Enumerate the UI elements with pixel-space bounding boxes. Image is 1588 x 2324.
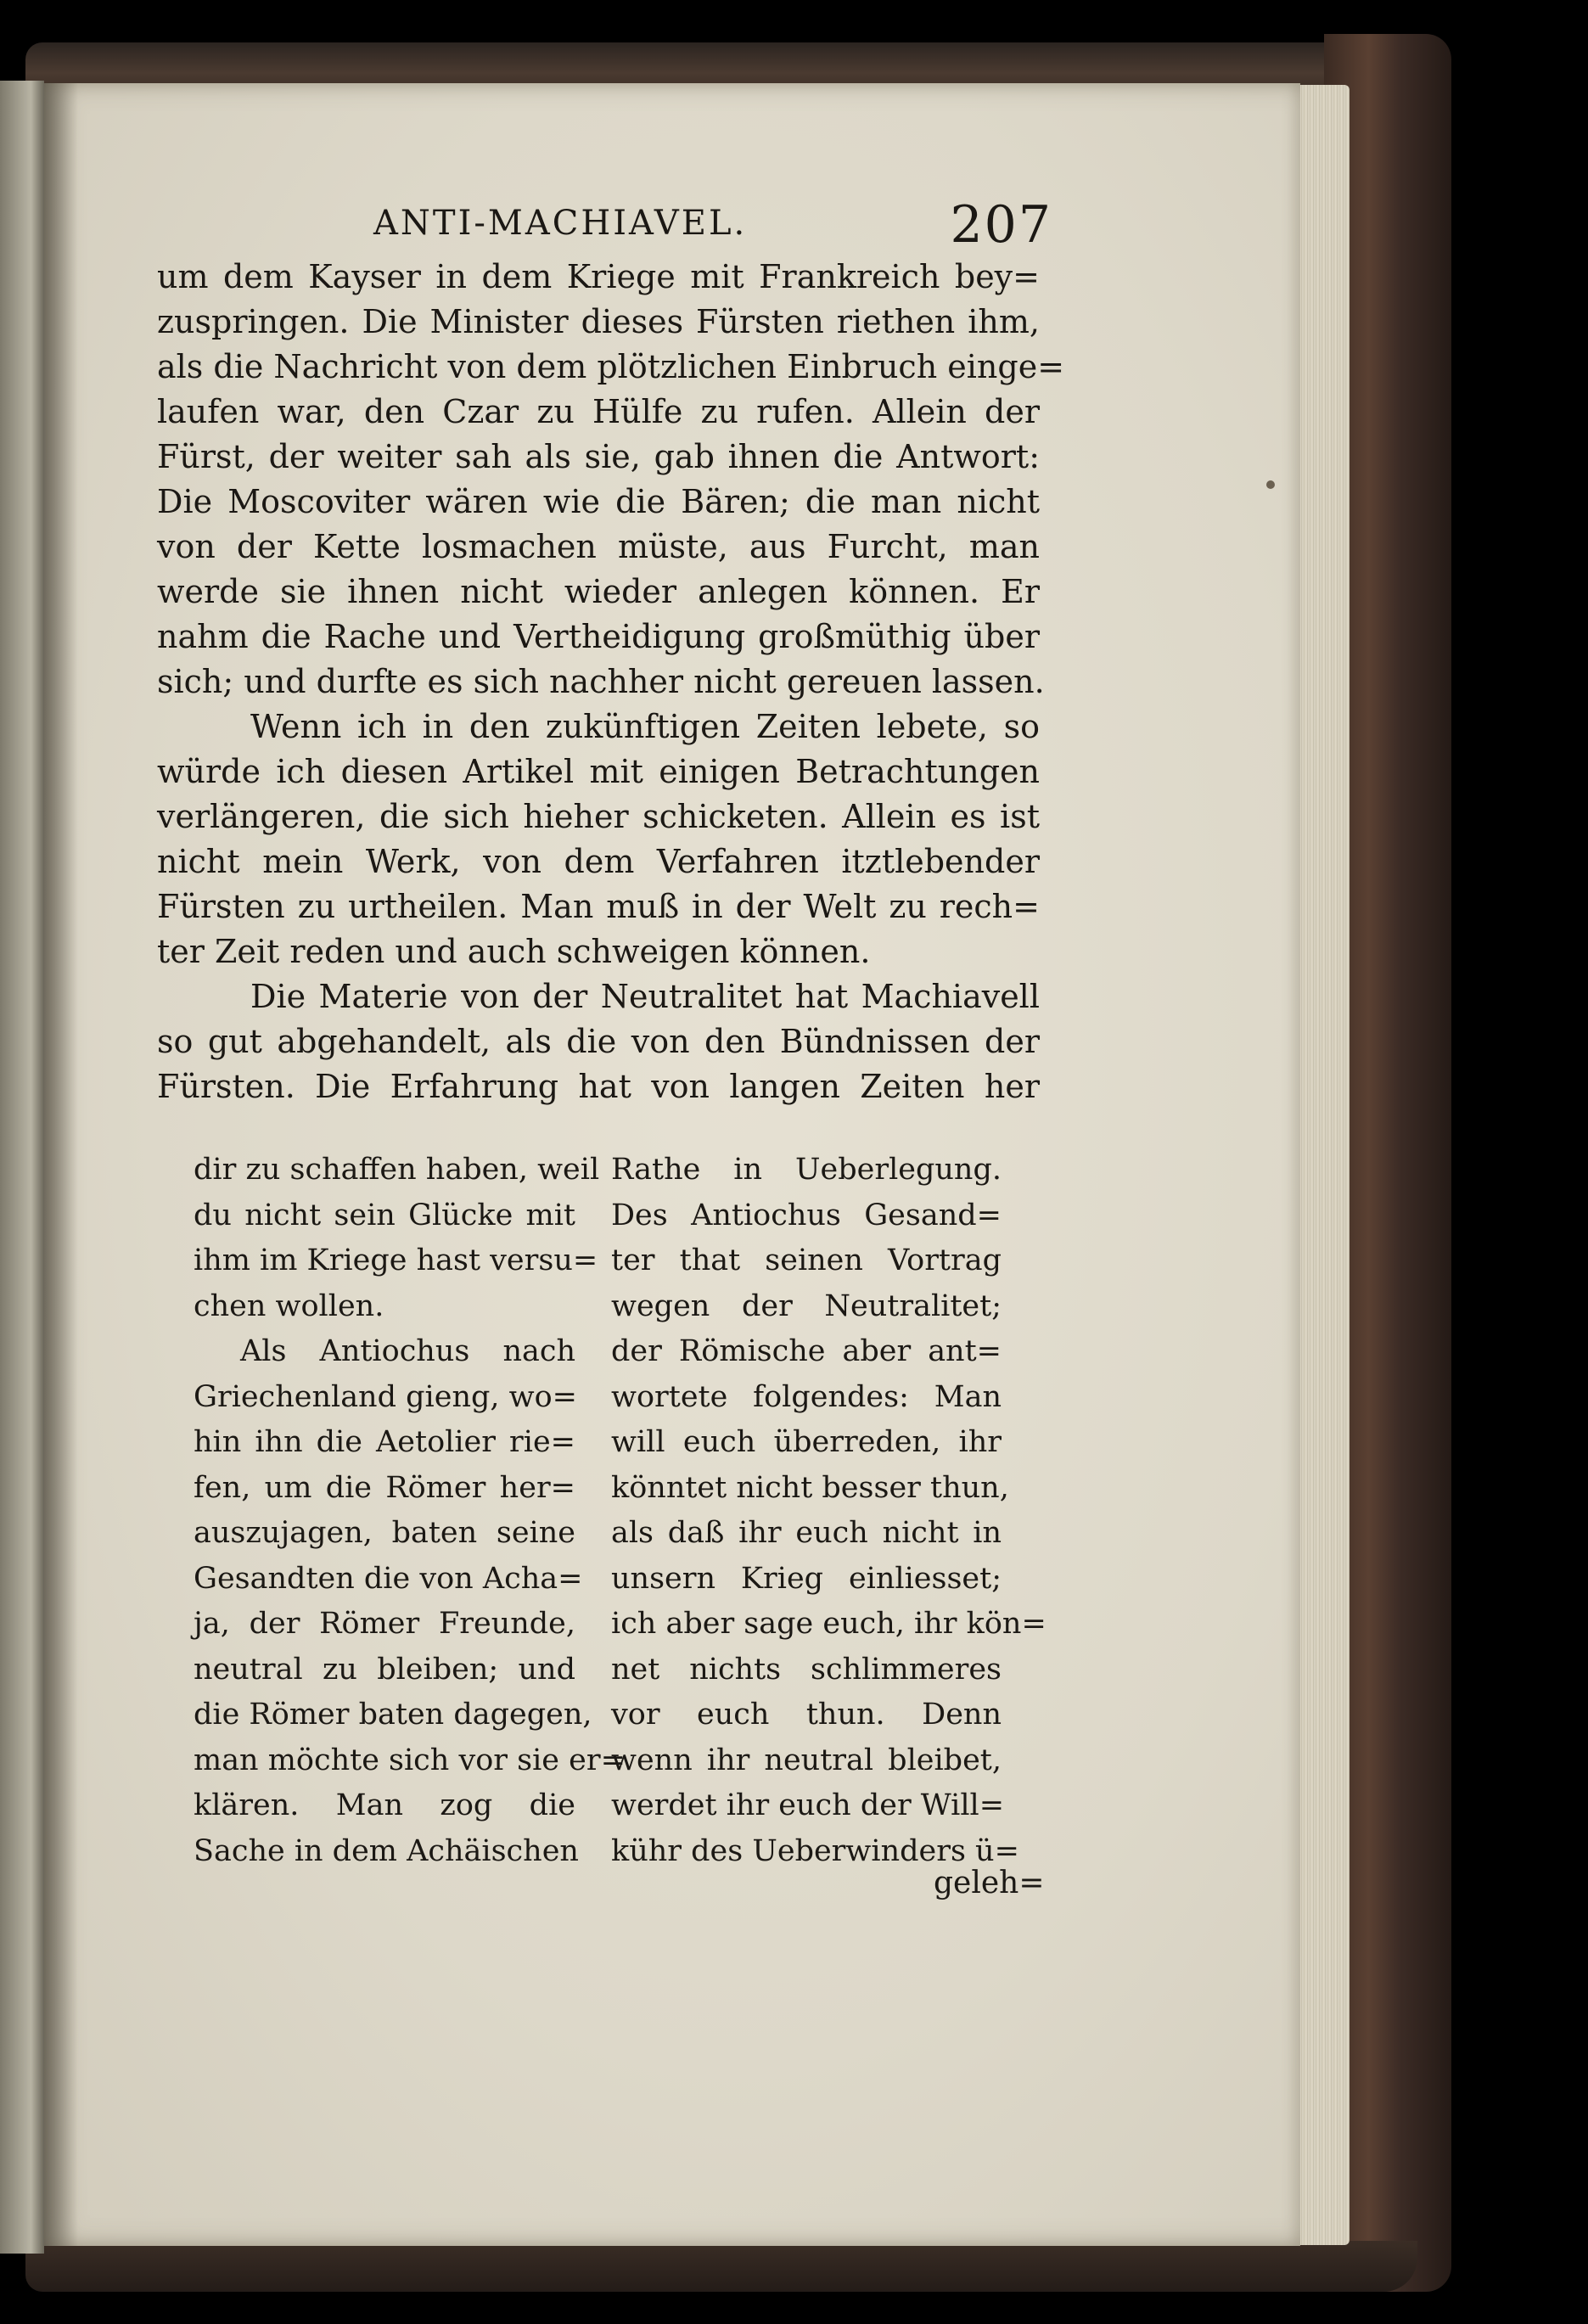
footnote-line: Rathe in Ueberlegung. <box>611 1153 1002 1187</box>
footnote-line: man möchte sich vor sie er= <box>194 1743 626 1777</box>
text-line: Wenn ich in den zukünftigen Zeiten lebete, so <box>250 708 1040 745</box>
footnote-line: neutral zu bleiben; und <box>194 1652 575 1687</box>
running-header: ANTI-MACHIAVEL. <box>373 204 748 243</box>
footnote-line: unsern Krieg einliesset; <box>611 1561 1002 1596</box>
footnote-line: der Römische aber ant= <box>611 1334 1002 1368</box>
text-line: um dem Kayser in dem Kriege mit Frankreich bey= <box>157 258 1040 295</box>
footnote-line: Sache in dem Achäischen <box>194 1833 579 1868</box>
footnote-line: hin ihn die Aetolier rie= <box>194 1425 575 1459</box>
footnote-line: ja, der Römer Freunde, <box>194 1607 575 1641</box>
text-line: nahm die Rache und Vertheidigung großmüthig über <box>157 618 1040 655</box>
text-line: Fürsten zu urtheilen. Man muß in der Welt zu rech= <box>157 888 1040 925</box>
footnote-line: dir zu schaffen haben, weil <box>194 1153 600 1187</box>
text-line: verlängeren, die sich hieher schicketen. Allein es ist <box>157 798 1040 835</box>
footnote-line: auszujagen, baten seine <box>194 1516 575 1550</box>
text-line: laufen war, den Czar zu Hülfe zu rufen. Allein der <box>157 393 1040 430</box>
text-line: Die Materie von der Neutralitet hat Machiavell <box>250 978 1040 1015</box>
footnote-line: klären. Man zog die <box>194 1788 575 1822</box>
footnote-line: Als Antiochus nach <box>240 1334 575 1368</box>
footnote-line: wenn ihr neutral bleibet, <box>611 1743 1002 1777</box>
text-line: ter Zeit reden und auch schweigen können. <box>157 933 871 970</box>
page-gutter-shadow <box>44 83 78 2246</box>
footnote-line: als daß ihr euch nicht in <box>611 1516 1002 1550</box>
footnote-line: ter that seinen Vortrag <box>611 1243 1002 1277</box>
footnote-line: wortete folgendes: Man <box>611 1379 1002 1414</box>
footnote-line: vor euch thun. Denn <box>611 1698 1002 1732</box>
text-line: von der Kette losmachen müste, aus Furcht, man <box>157 528 1040 565</box>
footnote-line: ich aber sage euch, ihr kön= <box>611 1607 1047 1641</box>
text-line: zuspringen. Die Minister dieses Fürsten riethen ihm, <box>157 303 1040 340</box>
text-line: als die Nachricht von dem plötzlichen Einbruch einge= <box>157 348 1065 385</box>
footnote-line: net nichts schlimmeres <box>611 1652 1002 1687</box>
footnote-column-right <box>611 1148 1047 1874</box>
footnote-line: wegen der Neutralitet; <box>611 1288 1002 1323</box>
text-line: nicht mein Werk, von dem Verfahren itztlebender <box>157 843 1040 880</box>
page-number: 207 <box>950 195 1052 255</box>
paper-speck <box>1266 480 1275 489</box>
text-line: Fürst, der weiter sah als sie, gab ihnen die Antwort: <box>157 438 1040 475</box>
footnote-line: du nicht sein Glücke mit <box>194 1198 575 1232</box>
footnote-line: die Römer baten dagegen, <box>194 1698 592 1732</box>
text-line: so gut abgehandelt, als die von den Bündnissen der <box>157 1023 1040 1060</box>
footnote-line: fen, um die Römer her= <box>194 1470 575 1505</box>
footnote-line: Des Antiochus Gesand= <box>611 1198 1002 1232</box>
text-line: würde ich diesen Artikel mit einigen Betrachtungen <box>157 753 1040 790</box>
catchword: geleh= <box>934 1866 1045 1900</box>
footnote-line: chen wollen. <box>194 1288 384 1323</box>
footnote-line: werdet ihr euch der Will= <box>611 1788 1005 1822</box>
text-line: Die Moscoviter wären wie die Bären; die man nicht <box>157 483 1040 520</box>
footnote-line: will euch überreden, ihr <box>611 1425 1002 1459</box>
text-line: Fürsten. Die Erfahrung hat von langen Zeiten her <box>157 1068 1040 1105</box>
main-text-block <box>157 255 1065 1109</box>
facing-page-edge <box>0 81 44 2254</box>
footnote-column-left <box>194 1148 626 1874</box>
text-line: werde sie ihnen nicht wieder anlegen können. Er <box>157 573 1040 610</box>
book-cover-bottom <box>25 2241 1417 2292</box>
footnote-line: kühr des Ueberwinders ü= <box>611 1833 1019 1868</box>
footnote-line: ihm im Kriege hast versu= <box>194 1243 598 1277</box>
footnote-line: Gesandten die von Acha= <box>194 1561 583 1596</box>
text-line: sich; und durfte es sich nachher nicht gereuen lassen. <box>157 663 1045 700</box>
footnote-line: könntet nicht besser thun, <box>611 1470 1009 1505</box>
footnote-line: Griechenland gieng, wo= <box>194 1379 577 1414</box>
